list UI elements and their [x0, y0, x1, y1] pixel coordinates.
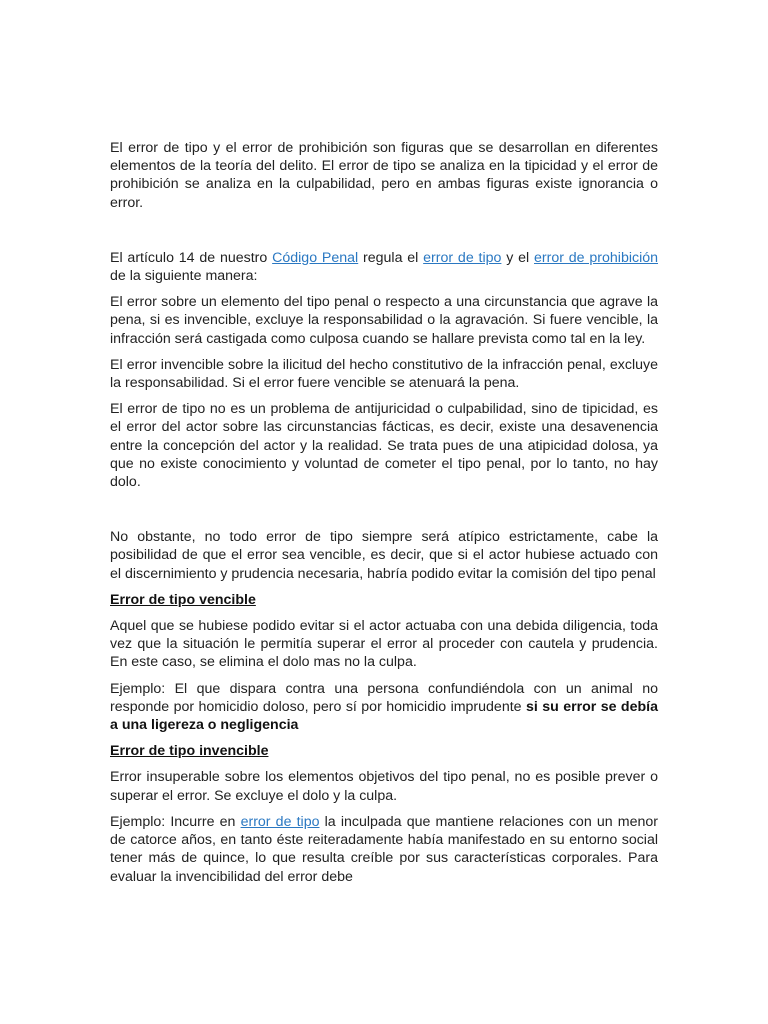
- paragraph-ejemplo-2: [110, 813, 658, 886]
- text-segment: la inculpada que mantiene relaciones con un menor de catorce años, en tanto éste reiteradamente había manifestado en su entorno social tener más de quince, lo que resulta creíble por sus características corporales. Para evaluar la invencibilidad del error debe: [110, 813, 658, 885]
- paragraph-quote-1: El error sobre un elemento del tipo penal o respecto a una circunstancia que agrave la pena, si es invencible, excluye la responsabilidad o la agravación. Si fuere vencible, la infracción será castigada como culposa cuando se hallare prevista como tal en la ley.: [110, 294, 658, 347]
- heading-error-vencible: Error de tipo vencible: [110, 591, 256, 608]
- document-page: [110, 139, 658, 886]
- paragraph-ejemplo-1: [110, 680, 658, 735]
- text-segment: de la siguiente manera:: [110, 268, 258, 285]
- heading-error-invencible: Error de tipo invencible: [110, 743, 269, 760]
- link-error-de-tipo[interactable]: error de tipo: [423, 249, 502, 266]
- text-segment: Ejemplo: El que dispara contra una persona confundiéndola con un animal no responde por homicidio doloso, pero sí por homicidio imprudente: [110, 680, 658, 715]
- link-error-de-tipo-2[interactable]: error de tipo: [240, 813, 320, 830]
- paragraph-article-14: [110, 249, 658, 285]
- bold-segment: si su error se debía a una ligereza o negligencia: [110, 698, 658, 734]
- text-segment: y el: [501, 249, 535, 266]
- link-codigo-penal[interactable]: Código Penal: [272, 249, 359, 266]
- paragraph-no-obstante: No obstante, no todo error de tipo siempre será atípico estrictamente, cabe la posibilidad de que el error sea vencible, es decir, que si el actor hubiese actuado con el discernimiento y prudencia necesaria, habría podido evitar la comisión del tipo penal: [110, 529, 658, 582]
- paragraph-definition: El error de tipo no es un problema de antijuricidad o culpabilidad, sino de tipicidad, es el error del actor sobre las circunstancias fácticas, es decir, existe una desavenencia entre la concepción del actor y la realidad. Se trata pues de una atipicidad dolosa, ya que no existe conocimiento y voluntad de cometer el tipo penal, por lo tanto, no hay dolo.: [110, 401, 658, 491]
- link-error-de-prohibicion[interactable]: error de prohibición: [534, 249, 659, 266]
- paragraph-quote-2: El error invencible sobre la ilicitud del hecho constitutivo de la infracción penal, excluye la responsabilidad. Si el error fuere vencible se atenuará la pena.: [110, 356, 658, 392]
- text-segment: El artículo 14 de nuestro: [110, 249, 273, 266]
- text-segment: regula el: [358, 249, 424, 266]
- paragraph-vencible: Aquel que se hubiese podido evitar si el actor actuaba con una debida diligencia, toda vez que la situación le permitía superar el error al proceder con cautela y prudencia. En este caso, se elimina el dolo mas no la culpa.: [110, 618, 658, 671]
- text-segment: Ejemplo: Incurre en: [110, 813, 241, 830]
- paragraph-invencible: Error insuperable sobre los elementos objetivos del tipo penal, no es posible prever o superar el error. Se excluye el dolo y la culpa.: [110, 769, 658, 804]
- paragraph-intro: El error de tipo y el error de prohibición son figuras que se desarrollan en diferentes elementos de la teoría del delito. El error de tipo se analiza en la tipicidad y el error de prohibición se analiza en la culpabilidad, pero en ambas figuras existe ignorancia o error.: [110, 140, 658, 211]
